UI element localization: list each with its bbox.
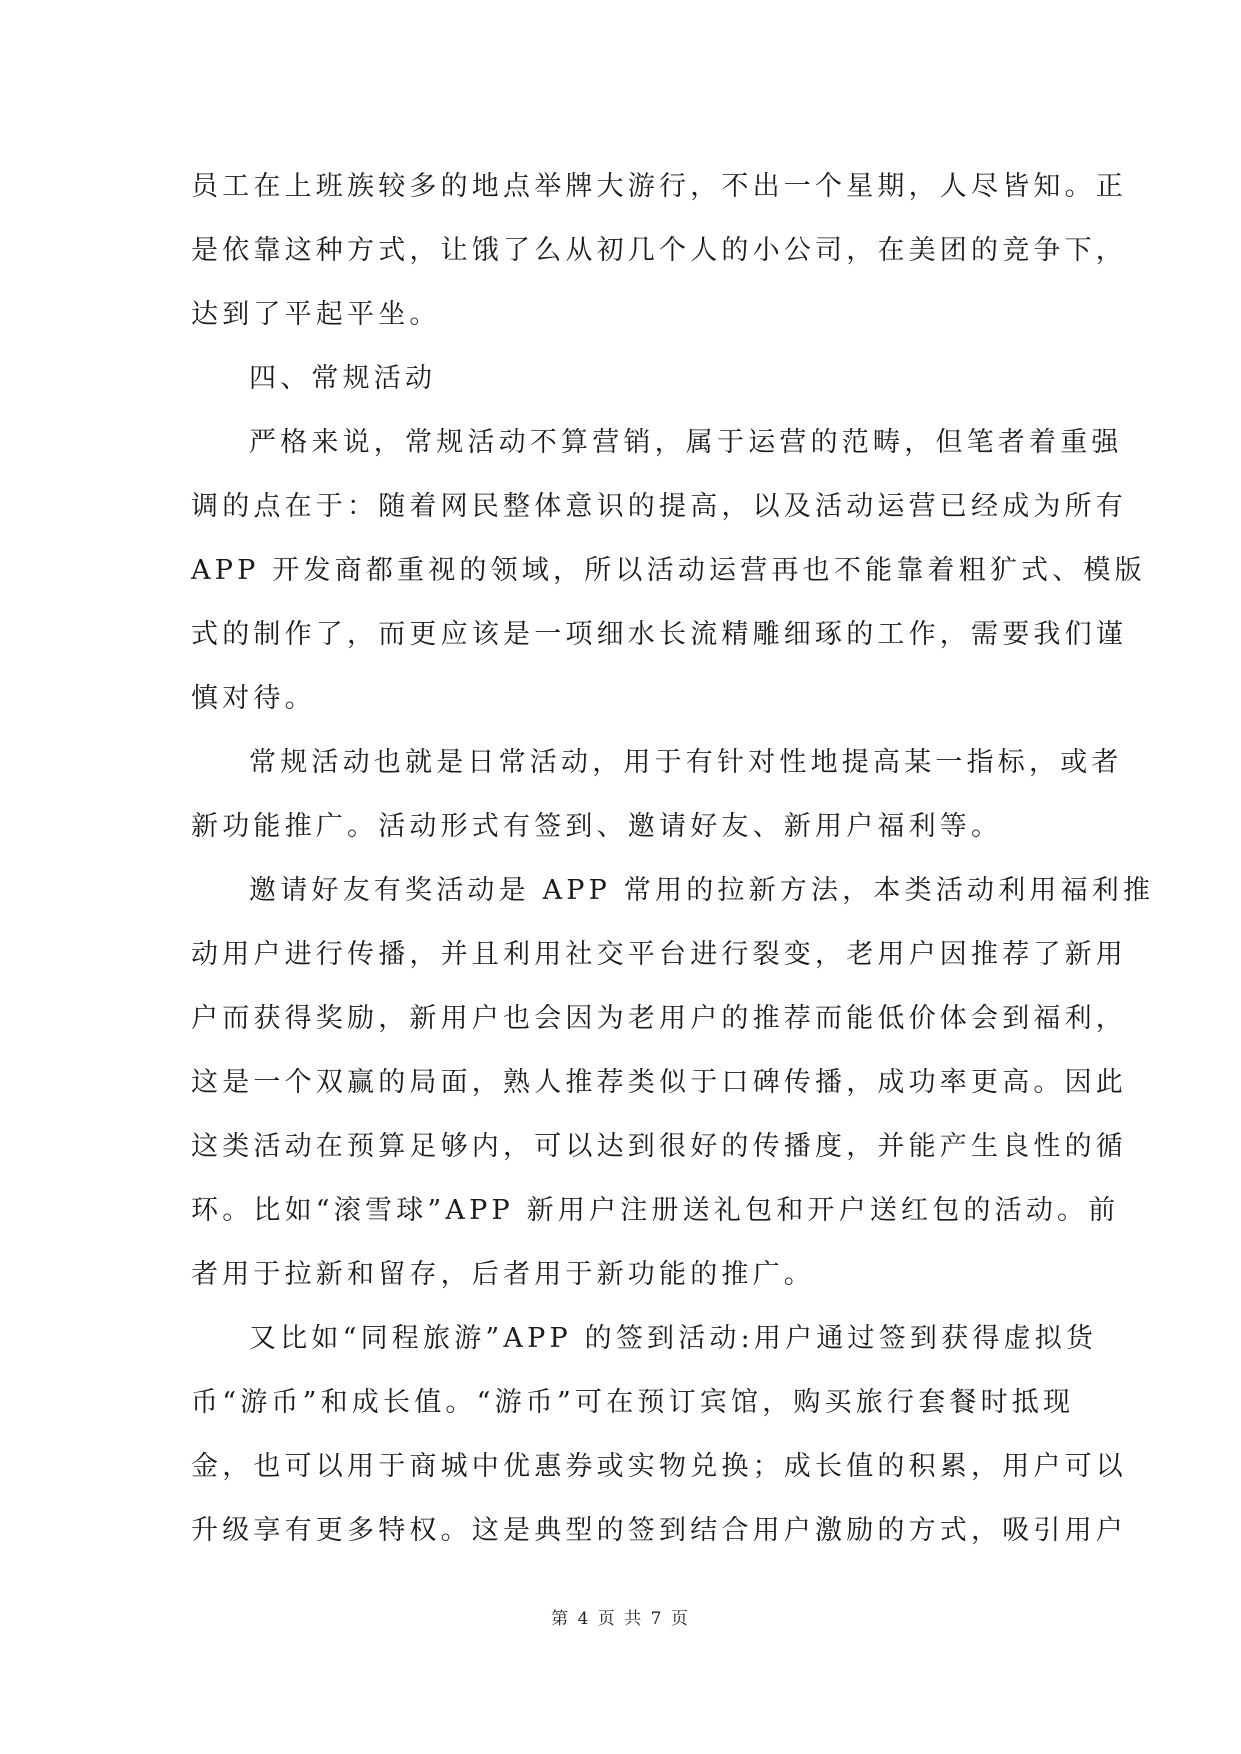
text-line: 邀请好友有奖活动是 APP 常用的拉新方法，本类活动利用福利推 [249,875,1155,906]
paragraph [191,1307,1127,1563]
text-line: 慎对待。 [191,683,316,714]
paragraph [191,411,1146,731]
text-line: 新功能推广。活动形式有签到、邀请好友、新用户福利等。 [191,811,1003,842]
text-line: 升级享有更多特权。这是典型的签到结合用户激励的方式，吸引用户 [191,1515,1127,1546]
text-line: 调的点在于：随着网民整体意识的提高，以及活动运营已经成为所有 [191,491,1127,522]
text-line: 又比如“同程旅游”APP 的签到活动:用户通过签到获得虚拟货 [249,1323,1098,1354]
total-page-count: 7 [650,1609,664,1629]
text-line: 这类活动在预算足够内，可以达到很好的传播度，并能产生良性的循 [191,1131,1127,1162]
text-line: 严格来说，常规活动不算营销，属于运营的范畴，但笔者着重强 [249,427,1123,458]
text-line: 者用于拉新和留存，后者用于新功能的推广。 [191,1259,815,1290]
text-line: 员工在上班族较多的地点举牌大游行，不出一个星期，人尽皆知。正 [191,171,1127,202]
text-line: 环。比如“滚雪球”APP 新用户注册送礼包和开户送红包的活动。前 [191,1195,1120,1226]
paragraph [191,859,1155,1307]
footer-suffix: 页 [670,1609,690,1629]
document-body [191,155,1155,1563]
text-line: 币“游币”和成长值。“游币”可在预订宾馆，购买旅行套餐时抵现 [191,1387,1075,1418]
text-line: APP 开发商都重视的领域，所以活动运营再也不能靠着粗犷式、模版 [191,555,1146,586]
text-line: 常规活动也就是日常活动，用于有针对性地提高某一指标，或者 [249,747,1123,778]
current-page-number: 4 [577,1609,591,1629]
text-line: 四、常规活动 [249,363,437,394]
text-line: 动用户进行传播，并且利用社交平台进行裂变，老用户因推荐了新用 [191,939,1127,970]
section-heading [191,347,1051,411]
footer-prefix: 第 [551,1609,571,1629]
text-line: 这是一个双赢的局面，熟人推荐类似于口碑传播，成功率更高。因此 [191,1067,1127,1098]
text-line: 是依靠这种方式，让饿了么从初几个人的小公司，在美团的竞争下， [191,235,1127,266]
footer-middle: 页 共 [597,1609,644,1629]
text-line: 户而获得奖励，新用户也会因为老用户的推荐而能低价体会到福利， [191,1003,1127,1034]
paragraph [191,155,1127,347]
text-line: 式的制作了，而更应该是一项细水长流精雕细琢的工作，需要我们谨 [191,619,1127,650]
paragraph [191,731,1123,859]
text-line: 金，也可以用于商城中优惠券或实物兑换；成长值的积累，用户可以 [191,1451,1127,1482]
text-line: 达到了平起平坐。 [191,299,441,330]
page-number-footer [0,1604,1241,1629]
